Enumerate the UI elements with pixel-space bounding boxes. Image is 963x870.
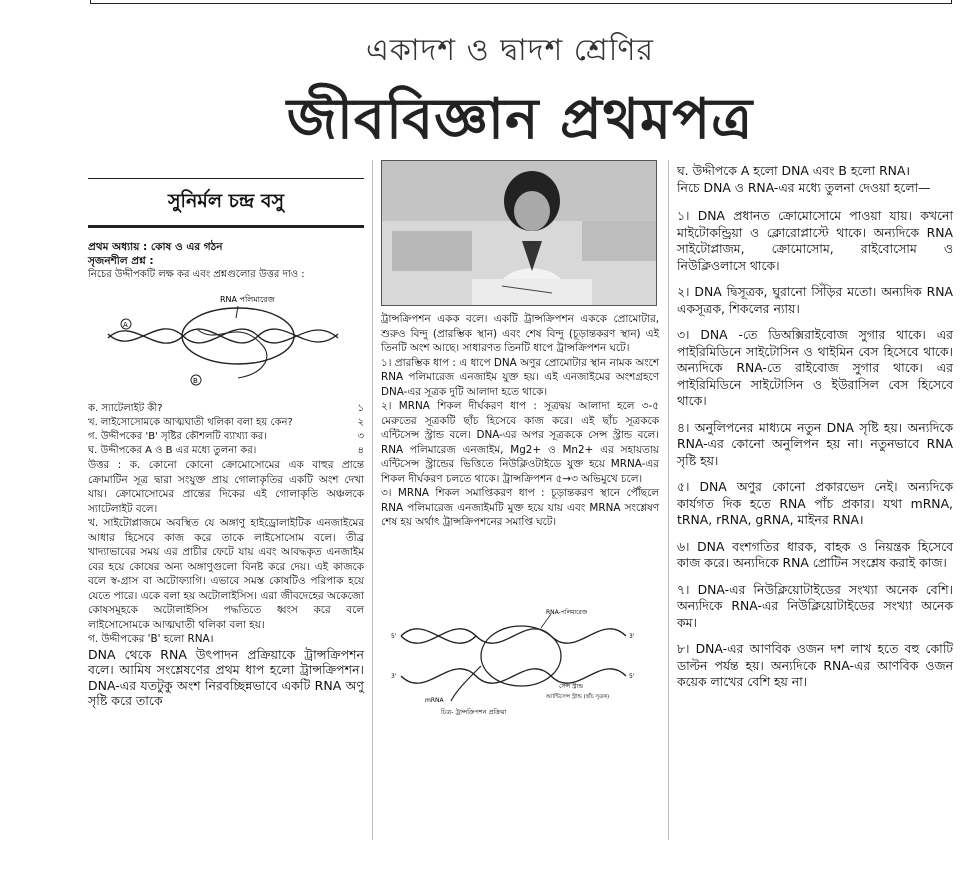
question-item: [88, 444, 364, 458]
question-mark: ৩: [357, 431, 364, 442]
step-elongation: ২। MRNA শিকল দীর্ঘকরণ ধাপ : সূত্রদ্বয় আলাদা হলে ৩-৫ মেরুতের সূত্রকটি ছাঁচ হিসেবে কাজ করে। এই ছাঁচ সূত্রককে এন্টিসেন্স স্ট্রান্ড বলে। DNA-এর অপর সূত্রককে সেন্স স্ট্রান্ড বলে। RNA পলিমারেজ এনজাইম, Mg2+ ও Mn2+ এর সহায়তায় এন্টিসেন্স স্ট্রান্ডের ভিত্তিতে নিউক্লিওটাইডে যুক্ত হয়ে MRNA-এর শিকল দীর্ঘকরণ চলতে থাকে। ট্রান্সক্রিপশন ৫→৩ অভিমুখে চলে।: [381, 400, 659, 485]
question-type: সৃজনশীল প্রশ্ন :: [88, 255, 154, 267]
answer-ka: উত্তর : ক. কোনো কোনো ক্রোমোসোমের এক বাহুর প্রান্তে ক্রোমাটিন সূত্র দ্বারা সংযুক্ত প্রায় গোলাকৃতির একটি অংশ দেখা যায়। ক্রোমোসোমের প্রান্তের দিকের এই গোলাকৃতি অঞ্চলকে স্যাটেলাইট বলে।: [88, 459, 364, 515]
page-title: জীববিজ্ঞান প্রথমপত্র: [286, 86, 754, 152]
transcription-intro: ট্রান্সক্রিপশন একক বলে। একটি ট্রান্সক্রিপশন এককে প্রোমোটার, শুরুও বিন্দু (প্রারম্ভিক স্থান) এবং শেষ বিন্দু (চূড়ান্তকরণ স্থান) এই তিনটি অংশ আছে। সাধারণত তিনটি ধাপে ট্রান্সক্রিপশন ঘটে।: [381, 313, 659, 354]
prime-label: 3': [629, 632, 635, 640]
comparison-point: ৫। DNA অণুর কোনো প্রকারভেদ নেই। অন্যদিকে কার্যগত দিক হতে RNA পাঁচ প্রকার। যথা mRNA, tRNA, rRNA, gRNA, মাইনর RNA।: [677, 479, 953, 527]
question-mark: ২: [357, 417, 364, 428]
question-text: ক. স্যাটেলাইট কী?: [88, 403, 163, 414]
dna-strand: [108, 329, 338, 343]
transcription-figure: [381, 606, 659, 716]
right-column: [677, 163, 953, 701]
page-subtitle: একাদশ ও দ্বাদশ শ্রেণির: [366, 33, 654, 68]
label-a: A: [123, 321, 128, 329]
figure-caption: চিত্র- ট্রান্সক্রিপশন প্রক্রিয়া: [441, 707, 507, 716]
question-item: [88, 430, 364, 444]
left-column: [88, 178, 364, 709]
comparison-point: ৭। DNA-এর নিউক্লিয়োটাইডের সংখ্যা অনেক বেশি। অন্যদিকে RNA-এর নিউক্লিয়োটাইডের সংখ্যা অনেক কম।: [677, 581, 953, 630]
enzyme-label: RNA-পলিমারেজ: [546, 608, 588, 616]
comparison-point: ৪। অনুলিপনের মাধ্যমে নতুন DNA সৃষ্টি হয়। অন্যদিকে RNA-এর কোনো অনুলিপন হয় না। নতুনভাবে RNA সৃষ্টি হয়।: [677, 419, 953, 468]
rna-polymerase-shape: [182, 308, 294, 364]
answer-ga-heading: গ. উদ্দীপকের 'B' হলো RNA।: [88, 633, 214, 645]
question-item: [88, 402, 364, 416]
label-b: B: [193, 377, 198, 385]
middle-column: [381, 160, 659, 716]
chapter-heading: প্রথম অধ্যায় : কোষ ও এর গঠন: [88, 241, 223, 253]
step-initiation: ১। প্রারম্ভিক ধাপ : এ ধাপে DNA অণুর প্রোমোটার স্থান নামক অংশে RNA পলিমারেজ এনজাইম যুক্ত হয়। এই এনজাইমের অংশগ্রহণে DNA-এর সূত্রক দুটি আলাদা হতে থাকে।: [381, 356, 659, 398]
instruction-text: নিচের উদ্দীপকটি লক্ষ কর এবং প্রশ্নগুলোর উত্তর দাও :: [88, 269, 305, 280]
answer-kha: খ. সাইটোপ্লাজমে অবস্থিত যে অঙ্গাণু হাইড্রোলাইটিক এনজাইমের আধার হিসেবে কাজ করে তাকে লাইসোসোম বলে। তীব্র খাদ্যাভাবের সময় এর প্রাচীর ফেটে যায় এবং আবদ্ধকৃত এনজাইম বের হয়ে কোষের অন্য অঙ্গাণুগুলো বিনষ্ট করে দেয়। এই কাজকে বলে স্ব-গ্রাস বা অটোফ্যাগি। এভাবে সমস্ত কোষটিও পরিপাক হয়ে যেতে পারে। একে বলা হয় অটোলাইসিস। এরা জীবদেহের অকেজো কোষসমূহকে অটোলাইসিস পদ্ধতিতে ধ্বংস করে বলে লাইসোসোমকে আত্মঘাতী থলিকা বলা হয়।: [88, 517, 364, 631]
student-photo: [381, 160, 657, 306]
prime-label: 5': [629, 672, 635, 680]
comparison-point: ১। DNA প্রধানত ক্রোমোসোমে পাওয়া যায়। কখনো মাইটোকন্ড্রিয়া ও ক্লোরোপ্লাস্টে থাকে। অন্যদিকে RNA সাইটোপ্লাজম, ক্রোমোসোম, রাইবোসোম ও নিউক্লিওলাসে থাকে।: [677, 208, 953, 273]
dna-rna-stimulus-figure: [88, 286, 364, 398]
author-name: সুনির্মল চন্দ্র বসু: [167, 190, 284, 212]
mrna-strand: [451, 666, 481, 701]
question-text: খ. লাইসোসোমকে আত্মঘাতী থলিকা বলা হয় কেন?: [88, 417, 293, 428]
question-item: [88, 416, 364, 430]
antisense-label: অ্যান্টিসেন্স স্ট্রান্ড (ছাঁচ সূত্রক): [546, 693, 610, 700]
prime-label: 5': [391, 632, 397, 640]
column-divider: [668, 160, 669, 840]
comparison-intro: ঘ. উদ্দীপকে A হলো DNA এবং B হলো RNA।: [677, 163, 911, 178]
prime-label: 3': [391, 672, 397, 680]
top-frame-line: [90, 0, 952, 4]
mrna-label: mRNA: [425, 696, 444, 704]
rna-polymerase-shape: [481, 626, 561, 686]
enzyme-label: RNA পলিমারেজ: [220, 295, 275, 304]
comparison-point: ৮। DNA-এর আণবিক ওজন দশ লাখ হতে বহু কোটি ডাল্টন পর্যন্ত হয়। অন্যদিকে RNA-এর আণবিক ওজন কয়েক লাখের বেশি হয় না।: [677, 641, 953, 689]
comparison-point: ৬। DNA বংশগতির ধারক, বাহক ও নিয়ন্ত্রক হিসেবে কাজ করে। অন্যদিকে RNA প্রোটিন সংশ্লেষ করাই কাজ।: [677, 538, 953, 570]
answer-ga-body: DNA থেকে RNA উৎপাদন প্রক্রিয়াকে ট্রান্সক্রিপশন বলে। আমিষ সংশ্লেষণের প্রথম ধাপ হলো ট্রান্সক্রিপশন। DNA-এর যতটুকু অংশ নিরবচ্ছিন্নভাবে একটি RNA অণু সৃষ্টি করে তাকে: [88, 646, 364, 708]
middle-text: [381, 312, 659, 530]
step-termination: ৩। MRNA শিকল সমাপ্তিকরণ ধাপ : চূড়ান্তকরণ স্থানে পৌঁছলে RNA পলিমারেজ এনজাইমটি মুক্ত হয়ে যায় এবং MRNA সংশ্লেষণ শেষ হয় অর্থাৎ ট্রান্সক্রিপশনের সমাপ্তি ঘটে।: [381, 487, 659, 528]
comparison-point: ২। DNA দ্বিসূত্রক, ঘুরানো সিঁড়ির মতো। অন্যদিক RNA একসূত্রক, শিকলের ন্যায়।: [677, 284, 953, 316]
comparison-point: ৩। DNA -তে ডিঅক্সিরাইবোজ সুগার থাকে। এর পাইরিমিডিনে সাইটোসিন ও থাইমিন বেস হিসেবে থাকে। অন্যদিকে RNA-তে রাইবোজ সুগার থাকে। এর পাইরিমিডিনে সাইটোসিন ও ইউরাসিল বেস হিসেবে থাকে।: [677, 327, 953, 408]
question-text: ঘ. উদ্দীপকের A ও B এর মধ্যে তুলনা কর।: [88, 445, 257, 456]
question-mark: ৪: [357, 445, 364, 456]
question-text: গ. উদ্দীপকের 'B' সৃষ্টির কৌশলটি ব্যাখ্যা কর।: [88, 431, 267, 442]
sense-label: সেন্স স্ট্রান্ড: [559, 682, 584, 690]
author-rule: [88, 225, 364, 228]
question-mark: ১: [357, 403, 364, 414]
column-divider: [372, 160, 373, 840]
comparison-intro-2: নিচে DNA ও RNA-এর মধ্যে তুলনা দেওয়া হলো—: [677, 179, 931, 195]
question-list: [88, 402, 364, 458]
